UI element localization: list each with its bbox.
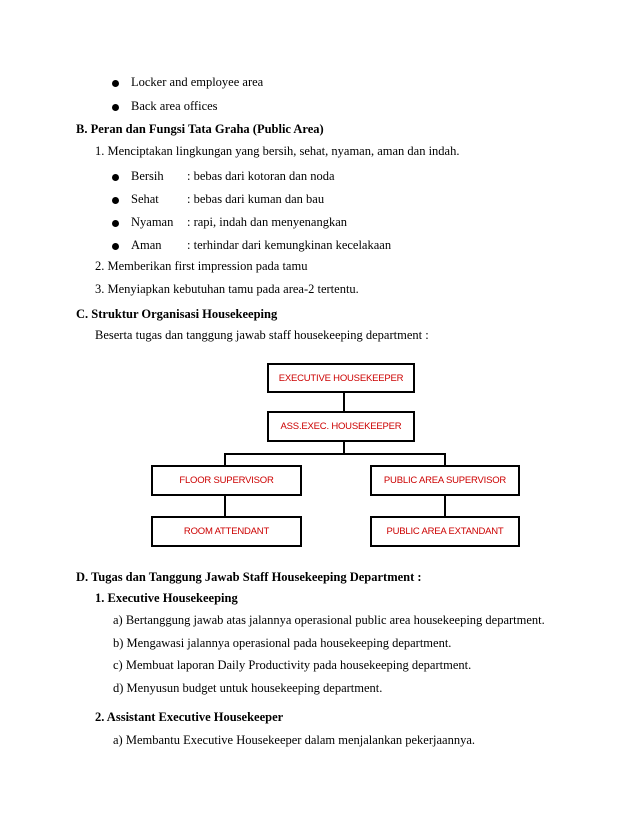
list-item: d) Menyusun budget untuk housekeeping department.: [113, 681, 383, 695]
list-item: Back area offices: [131, 99, 218, 113]
list-item: 1. Menciptakan lingkungan yang bersih, sehat, nyaman, aman dan indah.: [95, 144, 460, 158]
org-box-public-supervisor: PUBLIC AREA SUPERVISOR: [370, 465, 520, 496]
list-item: c) Membuat laporan Daily Productivity pada housekeeping department.: [113, 658, 472, 672]
section-c-intro: Beserta tugas dan tanggung jawab staff housekeeping department :: [95, 328, 429, 342]
section-d-heading: D. Tugas dan Tanggung Jawab Staff Housekeeping Department :: [76, 570, 422, 584]
org-box-public-extandant: PUBLIC AREA EXTANDANT: [370, 516, 520, 547]
org-box-room-attendant: ROOM ATTENDANT: [151, 516, 302, 547]
term-desc: : terhindar dari kemungkinan kecelakaan: [187, 238, 392, 252]
list-item: 3. Menyiapkan kebutuhan tamu pada area-2 tertentu.: [95, 282, 359, 296]
term-label: Sehat: [131, 192, 159, 206]
bullet-icon: [112, 80, 119, 87]
connector-line: [224, 495, 226, 517]
connector-line: [444, 453, 446, 465]
connector-line: [224, 453, 446, 455]
bullet-icon: [112, 197, 119, 204]
term-label: Nyaman: [131, 215, 174, 229]
list-item: Locker and employee area: [131, 75, 264, 89]
term-label: Aman: [131, 238, 162, 252]
org-box-assistant: ASS.EXEC. HOUSEKEEPER: [267, 411, 415, 442]
list-item: a) Bertanggung jawab atas jalannya operasional public area housekeeping department.: [113, 613, 545, 627]
org-box-executive: EXECUTIVE HOUSEKEEPER: [267, 363, 415, 393]
connector-line: [224, 453, 226, 465]
list-item: 2. Memberikan first impression pada tamu: [95, 259, 308, 273]
list-item: a) Membantu Executive Housekeeper dalam menjalankan pekerjaannya.: [113, 733, 475, 747]
term-desc: : bebas dari kuman dan bau: [187, 192, 325, 206]
term-desc: : bebas dari kotoran dan noda: [187, 169, 335, 183]
subsection-heading: 1. Executive Housekeeping: [95, 591, 238, 605]
section-c-heading: C. Struktur Organisasi Housekeeping: [76, 307, 278, 321]
term-desc: : rapi, indah dan menyenangkan: [187, 215, 348, 229]
bullet-icon: [112, 104, 119, 111]
org-box-floor-supervisor: FLOOR SUPERVISOR: [151, 465, 302, 496]
connector-line: [444, 495, 446, 517]
bullet-icon: [112, 220, 119, 227]
subsection-heading: 2. Assistant Executive Housekeeper: [95, 710, 284, 724]
term-label: Bersih: [131, 169, 164, 183]
list-item: b) Mengawasi jalannya operasional pada housekeeping department.: [113, 636, 452, 650]
bullet-icon: [112, 174, 119, 181]
section-b-heading: B. Peran dan Fungsi Tata Graha (Public Area): [76, 122, 324, 136]
bullet-icon: [112, 243, 119, 250]
connector-line: [343, 391, 345, 411]
